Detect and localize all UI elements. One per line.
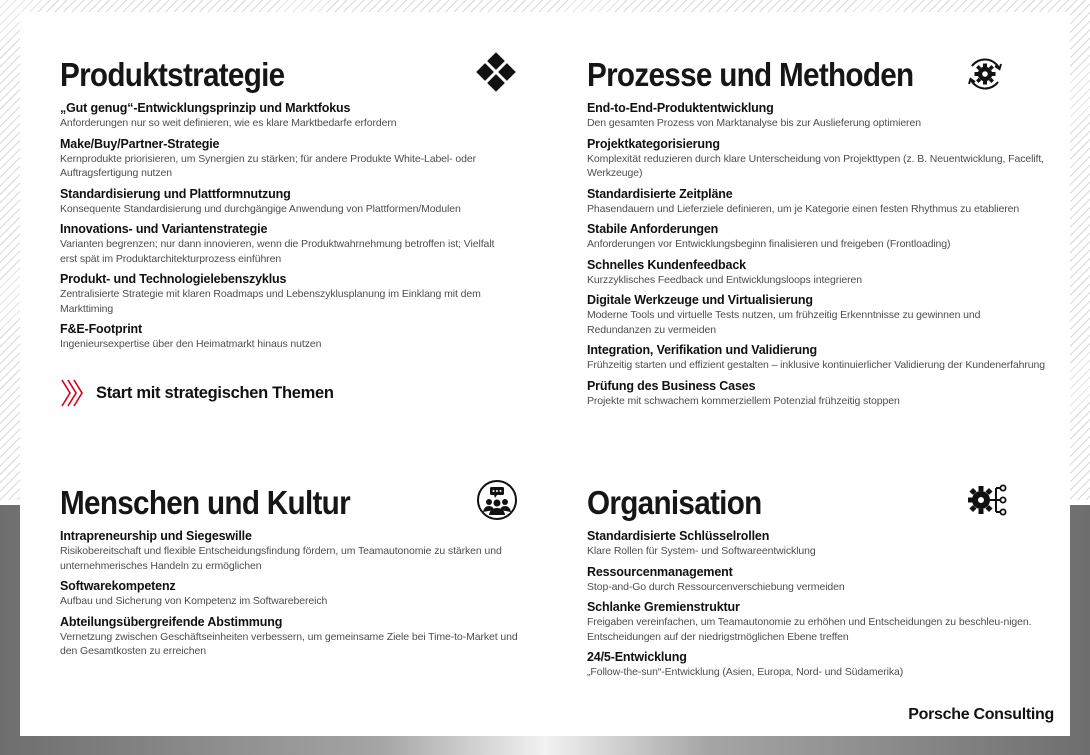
item-list <box>587 101 1047 408</box>
item-title: Standardisierung und Plattformnutzung <box>60 186 291 201</box>
item-description: Konsequente Standardisierung und durchgängige Anwendung von Plattformen/Modulen <box>60 202 461 215</box>
item-title: Abteilungsübergreifende Abstimmung <box>60 614 283 629</box>
item-description: Freigaben vereinfachen, um Teamautonomie zu erhöhen und Entscheidungen zu beschleu-nigen. Entscheidungen auf der niedrigstmöglichen Ebene treffen <box>587 616 1032 643</box>
item-list <box>60 529 520 659</box>
list-item <box>587 258 1047 288</box>
brand-logo-text: Porsche Consulting <box>908 706 1054 723</box>
item-title: Projektkategorisierung <box>587 136 720 151</box>
item-description: Frühzeitig starten und effizient gestalten – inklusive kontinuierlicher Validierung der Kundenerfahrung <box>587 359 1046 371</box>
item-description: Kurzzyklisches Feedback und Entwicklungsloops integrieren <box>587 273 863 286</box>
item-description: Komplexität reduzieren durch klare Unterscheidung von Projekttypen (z. B. Neuentwicklung, Facelift, Werkzeuge) <box>587 152 1044 179</box>
list-item <box>587 565 1047 595</box>
item-title: „Gut genug“-Entwicklungsprinzip und Marktfokus <box>60 101 351 115</box>
item-list <box>60 101 500 352</box>
section-produktstrategie <box>60 55 500 352</box>
cta-label: Start mit strategischen Themen <box>96 383 334 402</box>
cta-start-strategisch[interactable] <box>60 378 334 408</box>
item-description: Stop-and-Go durch Ressourcenverschiebung vermeiden <box>587 580 845 593</box>
section-title: Organisation <box>587 484 762 521</box>
gear-cycle-icon <box>963 52 1007 96</box>
list-item <box>587 529 1047 559</box>
list-item <box>587 293 1047 337</box>
item-title: F&E-Footprint <box>60 322 143 336</box>
item-description: Vernetzung zwischen Geschäftseinheiten verbessern, um gemeinsame Ziele bei Time-to-Market und den Gesamtkosten zu erreichen <box>60 630 518 657</box>
item-title: Stabile Anforderungen <box>587 222 719 236</box>
item-description: Phasendauern und Lieferziele definieren, um je Kategorie einen festen Rhythmus zu etablieren <box>587 202 1020 215</box>
item-title: 24/5-Entwicklung <box>587 650 687 664</box>
list-item <box>60 529 520 573</box>
section-title: Menschen und Kultur <box>60 484 350 521</box>
list-item <box>587 343 1047 373</box>
item-title: Prüfung des Business Cases <box>587 378 756 393</box>
item-description: Aufbau und Sicherung von Kompetenz im Softwarebereich <box>60 595 328 607</box>
item-description: Zentralisierte Strategie mit klaren Roadmaps und Lebenszyklusplanung im Einklang mit dem Markttiming <box>60 288 481 315</box>
list-item <box>60 187 500 217</box>
item-description: Risikobereitschaft und flexible Entscheidungsfindung fördern, um Teamautonomie zu stärken und unternehmerisches Handeln zu ermöglichen <box>60 545 502 572</box>
item-description: „Follow-the-sun“-Entwicklung (Asien, Europa, Nord- und Südamerika) <box>587 666 904 678</box>
list-item <box>60 137 500 181</box>
list-item <box>587 222 1047 252</box>
item-description: Den gesamten Prozess von Marktanalyse bis zur Auslieferung optimieren <box>587 117 921 129</box>
item-title: Intrapreneurship und Siegeswille <box>60 529 252 543</box>
item-title: Standardisierte Zeitpläne <box>587 186 733 201</box>
content-card <box>20 12 1070 736</box>
list-item <box>587 650 1047 680</box>
section-menschen <box>60 483 520 659</box>
item-description: Moderne Tools und virtuelle Tests nutzen, um frühzeitig Erkenntnisse zu gewinnen und Redundanzen zu vermeiden <box>587 309 981 336</box>
list-item <box>587 600 1047 644</box>
item-title: Standardisierte Schlüsselrollen <box>587 529 770 543</box>
item-title: Softwarekompetenz <box>60 579 176 593</box>
gear-network-icon <box>966 478 1010 522</box>
item-description: Anforderungen vor Entwicklungsbeginn finalisieren und freigeben (Frontloading) <box>587 238 951 250</box>
item-title: End-to-End-Produktentwicklung <box>587 101 774 115</box>
list-item <box>587 379 1047 409</box>
item-title: Schlanke Gremienstruktur <box>587 600 740 614</box>
item-title: Schnelles Kundenfeedback <box>587 257 746 272</box>
list-item <box>587 137 1047 181</box>
chevrons-right-icon <box>60 378 86 408</box>
section-prozesse <box>587 55 1047 408</box>
list-item <box>60 222 500 266</box>
section-title: Prozesse und Methoden <box>587 56 914 93</box>
section-title: Produktstrategie <box>60 56 285 93</box>
list-item <box>587 187 1047 217</box>
item-title: Integration, Verifikation und Validierung <box>587 343 817 357</box>
item-title: Make/Buy/Partner-Strategie <box>60 136 220 151</box>
item-title: Innovations- und Variantenstrategie <box>60 222 268 236</box>
item-description: Projekte mit schwachem kommerziellem Potenzial frühzeitig stoppen <box>587 394 900 407</box>
item-title: Produkt- und Technologielebenszyklus <box>60 272 287 286</box>
item-title: Ressourcenmanagement <box>587 564 733 579</box>
item-description: Ingenieursexpertise über den Heimatmarkt hinaus nutzen <box>60 338 322 350</box>
list-item <box>60 579 520 609</box>
list-item <box>60 615 520 659</box>
item-title: Digitale Werkzeuge und Virtualisierung <box>587 293 813 307</box>
item-list <box>587 529 1047 680</box>
item-description: Anforderungen nur so weit definieren, wie es klare Marktbedarfe erfordern <box>60 117 397 129</box>
list-item <box>587 101 1047 131</box>
item-description: Varianten begrenzen; nur dann innovieren, wenn die Produktwahrnehmung betroffen ist; Vielfalt erst spät im Produktarchitekturprozess einführen <box>60 238 495 265</box>
list-item <box>60 322 500 352</box>
list-item <box>60 272 500 316</box>
diamond-grid-icon <box>474 50 518 94</box>
list-item <box>60 101 500 131</box>
people-chat-icon <box>475 478 519 522</box>
item-description: Kernprodukte priorisieren, um Synergien zu stärken; für andere Produkte White-Label- oder Auftragsfertigung nutzen <box>60 152 476 179</box>
item-description: Klare Rollen für System- und Softwareentwicklung <box>587 545 816 557</box>
